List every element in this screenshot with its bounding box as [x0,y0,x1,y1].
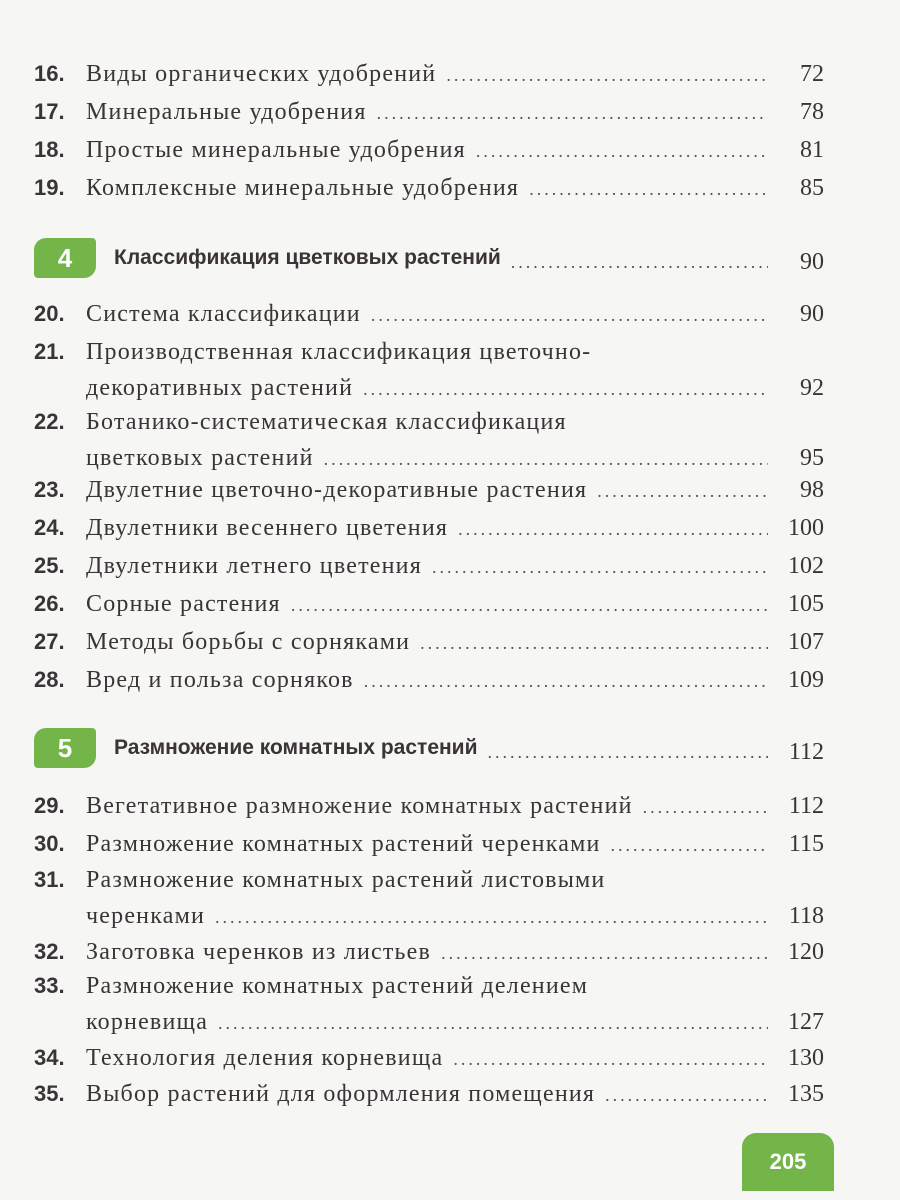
chapter-page: 112 [788,738,824,765]
entry-number: 20. [34,301,65,326]
toc-entry-20[interactable] [34,296,824,333]
entry-title: Технология деления корневища [86,1045,444,1071]
entry-title: Методы борьбы с сорняками [86,629,411,655]
entry-number: 28. [34,667,65,692]
entry-number: 26. [34,591,65,616]
entry-title: Двулетники летнего цветения [86,553,422,579]
dot-leader [215,899,768,935]
toc-entry-31[interactable] [34,862,824,935]
entry-number: 18. [34,137,65,162]
entry-number: 30. [34,831,65,856]
chapter-badge: 4 [34,238,96,278]
toc-entry-17[interactable] [34,94,824,131]
entry-title: Минеральные удобрения [86,99,367,125]
entry-title: Ботанико-систематическая классификация [86,409,567,435]
toc-entry-26[interactable] [34,586,824,623]
entry-number: 32. [34,939,65,964]
entry-page: 78 [800,99,824,125]
entry-title-cont: черенками [86,903,205,929]
chapter-badge: 5 [34,728,96,768]
entry-page: 115 [788,831,824,857]
entry-title: Вред и польза сорняков [86,667,354,693]
entry-page: 105 [788,591,824,617]
toc-entry-30[interactable] [34,826,824,863]
entry-page: 102 [788,553,824,579]
toc-entry-16[interactable] [34,56,824,93]
entry-title: Выбор растений для оформления помещения [86,1081,596,1107]
toc-entry-19[interactable] [34,170,824,207]
dot-leader [291,587,768,623]
toc-entry-35[interactable] [34,1076,824,1113]
entry-number: 17. [34,99,65,124]
entry-page: 92 [800,375,824,401]
chapter-title: Размножение комнатных растений [114,736,478,759]
entry-page: 72 [800,61,824,87]
entry-page: 127 [788,1009,824,1035]
dot-leader [643,789,768,825]
chapter-4-heading[interactable] [34,238,824,278]
dot-leader [597,473,768,509]
toc-entry-21[interactable] [34,334,824,407]
dot-leader [511,252,768,273]
entry-page: 90 [800,301,824,327]
entry-page: 109 [788,667,824,693]
entry-title: Производственная классификация цветочно- [86,339,592,365]
entry-number: 35. [34,1081,65,1106]
dot-leader [605,1077,768,1113]
entry-title: Размножение комнатных растений делением [86,973,589,999]
dot-leader [420,625,768,661]
dot-leader [364,663,768,699]
entry-number: 21. [34,339,65,364]
toc-entry-25[interactable] [34,548,824,585]
entry-number: 31. [34,867,65,892]
entry-title: Размножение комнатных растений черенками [86,831,601,857]
page-number-badge: 205 [742,1133,834,1191]
toc-entry-24[interactable] [34,510,824,547]
entry-title: Вегетативное размножение комнатных растений [86,793,633,819]
toc-entry-23[interactable] [34,472,824,509]
entry-number: 33. [34,973,65,998]
toc-entry-18[interactable] [34,132,824,169]
dot-leader [432,549,768,585]
dot-leader [218,1005,768,1041]
toc-entry-27[interactable] [34,624,824,661]
toc-entry-34[interactable] [34,1040,824,1077]
entry-number: 24. [34,515,65,540]
entry-title: Виды органических удобрений [86,61,437,87]
entry-number: 27. [34,629,65,654]
toc-entry-33[interactable] [34,968,824,1041]
entry-page: 120 [788,939,824,965]
entry-number: 23. [34,477,65,502]
dot-leader [441,935,768,971]
chapter-title: Классификация цветковых растений [114,246,501,269]
entry-page: 95 [800,445,824,471]
entry-number: 25. [34,553,65,578]
dot-leader [458,511,768,547]
chapter-page: 90 [800,248,824,275]
entry-page: 107 [788,629,824,655]
entry-title-cont: цветковых растений [86,445,314,471]
entry-title: Двулетники весеннего цветения [86,515,449,541]
entry-page: 85 [800,175,824,201]
entry-page: 100 [788,515,824,541]
entry-title: Сорные растения [86,591,281,617]
entry-number: 16. [34,61,65,86]
entry-page: 81 [800,137,824,163]
entry-number: 34. [34,1045,65,1070]
entry-number: 29. [34,793,65,818]
dot-leader [529,171,768,207]
entry-title: Система классификации [86,301,361,327]
dot-leader [453,1041,768,1077]
dot-leader [611,827,768,863]
entry-title: Заготовка черенков из листьев [86,939,432,965]
entry-number: 22. [34,409,65,434]
dot-leader [371,297,768,333]
dot-leader [377,95,768,131]
dot-leader [446,57,768,93]
toc-entry-32[interactable] [34,934,824,971]
entry-title: Размножение комнатных растений листовыми [86,867,606,893]
dot-leader [363,371,768,407]
entry-page: 98 [800,477,824,503]
toc-entry-29[interactable] [34,788,824,825]
entry-title: Комплексные минеральные удобрения [86,175,520,201]
toc-entry-22[interactable] [34,404,824,477]
entry-page: 118 [788,903,824,929]
entry-page: 135 [788,1081,824,1107]
chapter-5-heading[interactable] [34,728,824,768]
entry-title-cont: декоративных растений [86,375,354,401]
dot-leader [488,742,768,763]
entry-title-cont: корневища [86,1009,209,1035]
entry-title: Двулетние цветочно-декоративные растения [86,477,588,503]
entry-title: Простые минеральные удобрения [86,137,466,163]
entry-page: 112 [788,793,824,819]
dot-leader [476,133,768,169]
toc-entry-28[interactable] [34,662,824,699]
entry-page: 130 [788,1045,824,1071]
entry-number: 19. [34,175,65,200]
